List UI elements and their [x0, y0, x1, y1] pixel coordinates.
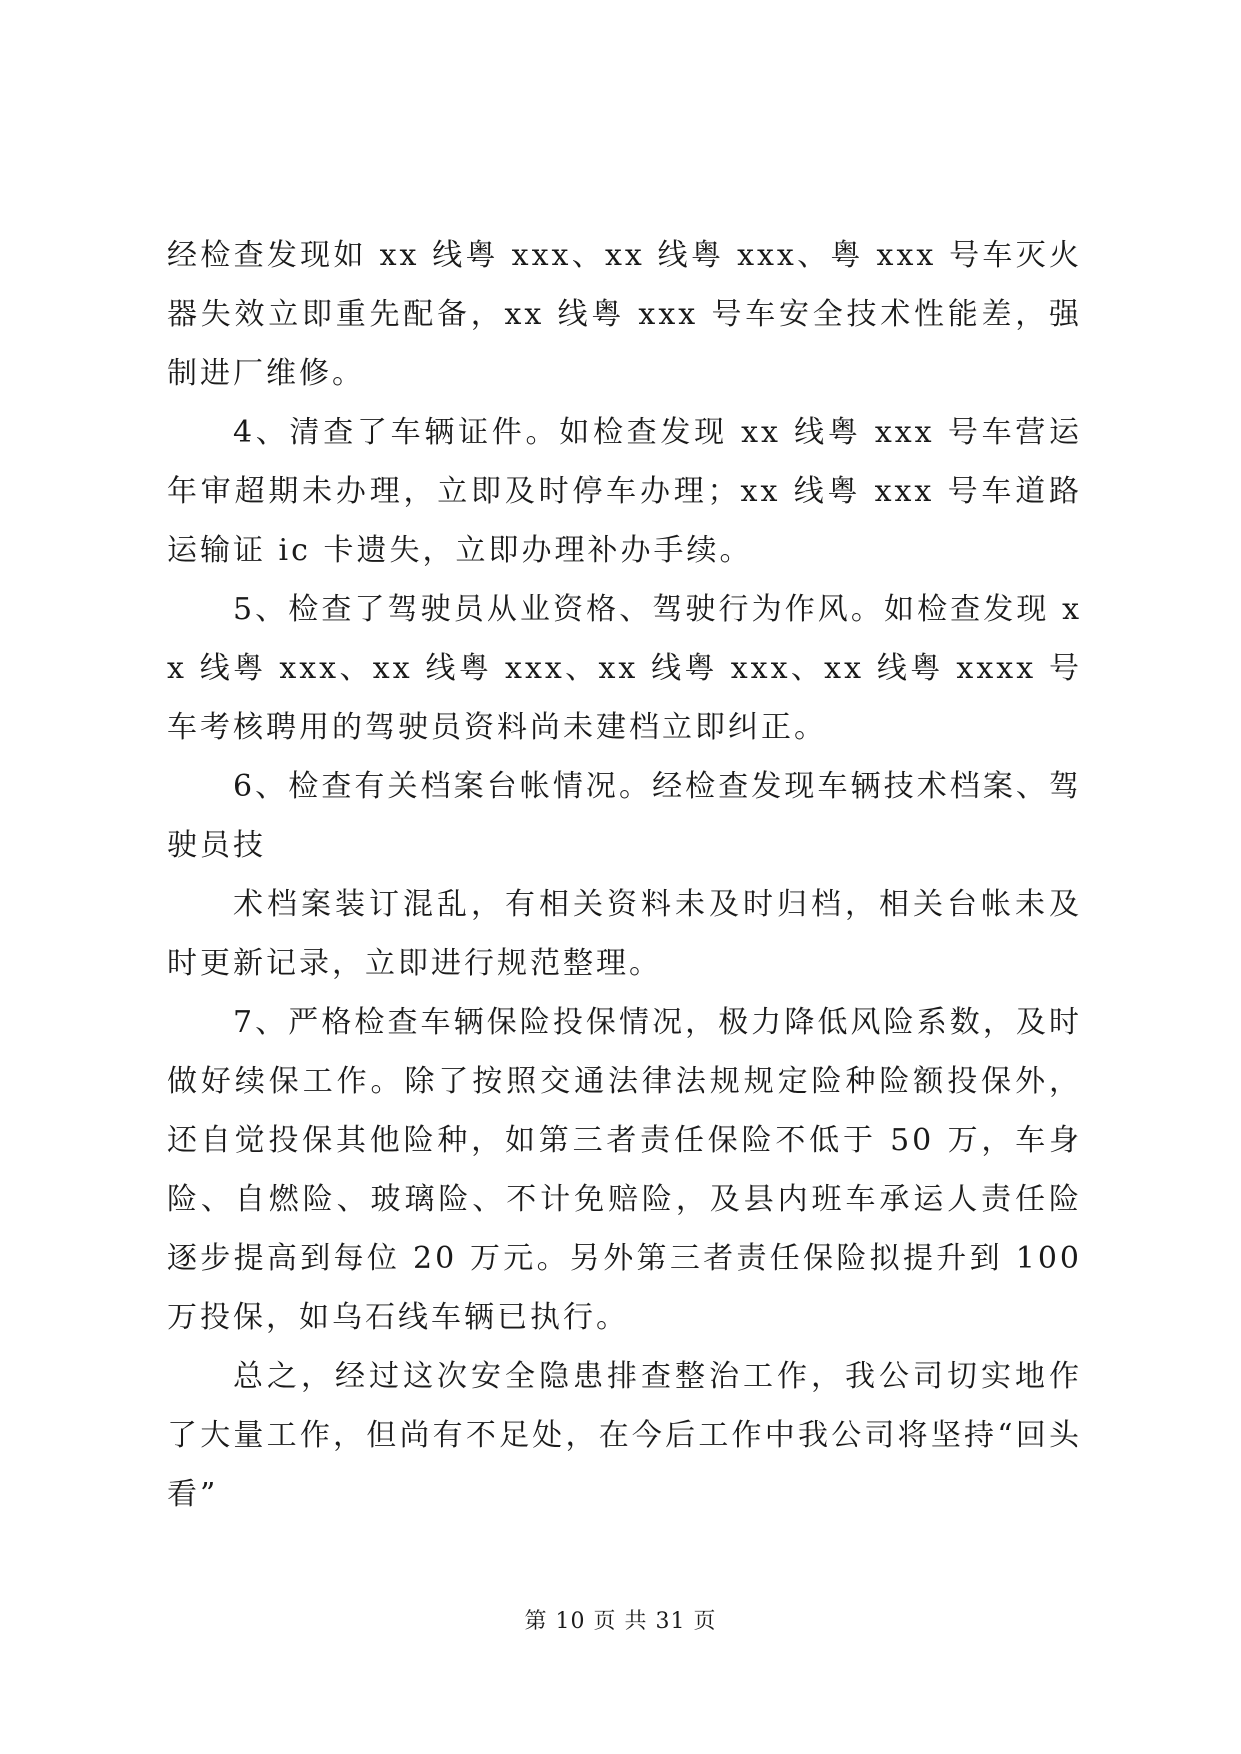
paragraph-vehicle-documents: 4、清查了车辆证件。如检查发现 xx 线粤 xxx 号车营运年审超期未办理，立即及时停车办理；xx 线粤 xxx 号车道路运输证 ic 卡遗失，立即办理补办手续。 — [167, 415, 1082, 568]
paragraph-fire-extinguisher: 经检查发现如 xx 线粤 xxx、xx 线粤 xxx、粤 xxx 号车灭火器失效立即重先配备，xx 线粤 xxx 号车安全技术性能差，强制进厂维修。 — [167, 238, 1082, 391]
paragraph-driver-qualification: 5、检查了驾驶员从业资格、驾驶行为作风。如检查发现 xx 线粤 xxx、xx 线粤 xxx、xx 线粤 xxx、xx 线粤 xxxx 号车考核聘用的驾驶员资料尚未建档立即纠正。 — [167, 592, 1082, 745]
page-number-footer: 第 10 页 共 31 页 — [524, 1609, 717, 1634]
paragraph-archive-binding: 术档案装订混乱，有相关资料未及时归档，相关台帐未及时更新记录，立即进行规范整理。 — [167, 887, 1082, 981]
paragraph-insurance: 7、严格检查车辆保险投保情况，极力降低风险系数，及时做好续保工作。除了按照交通法律法规规定险种险额投保外，还自觉投保其他险种，如第三者责任保险不低于 50 万，车身险、自燃险、玻璃险、不计免赔险，及县内班车承运人责任险逐步提高到每位 20 万元。另外第三者责任保险拟提升到 100 万投保，如乌石线车辆已执行。 — [167, 1005, 1082, 1335]
document-body — [167, 226, 1082, 1524]
paragraph-summary: 总之，经过这次安全隐患排查整治工作，我公司切实地作了大量工作，但尚有不足处，在今后工作中我公司将坚持“回头看” — [167, 1359, 1082, 1512]
paragraph-archive-check: 6、检查有关档案台帐情况。经检查发现车辆技术档案、驾驶员技 — [167, 769, 1082, 863]
